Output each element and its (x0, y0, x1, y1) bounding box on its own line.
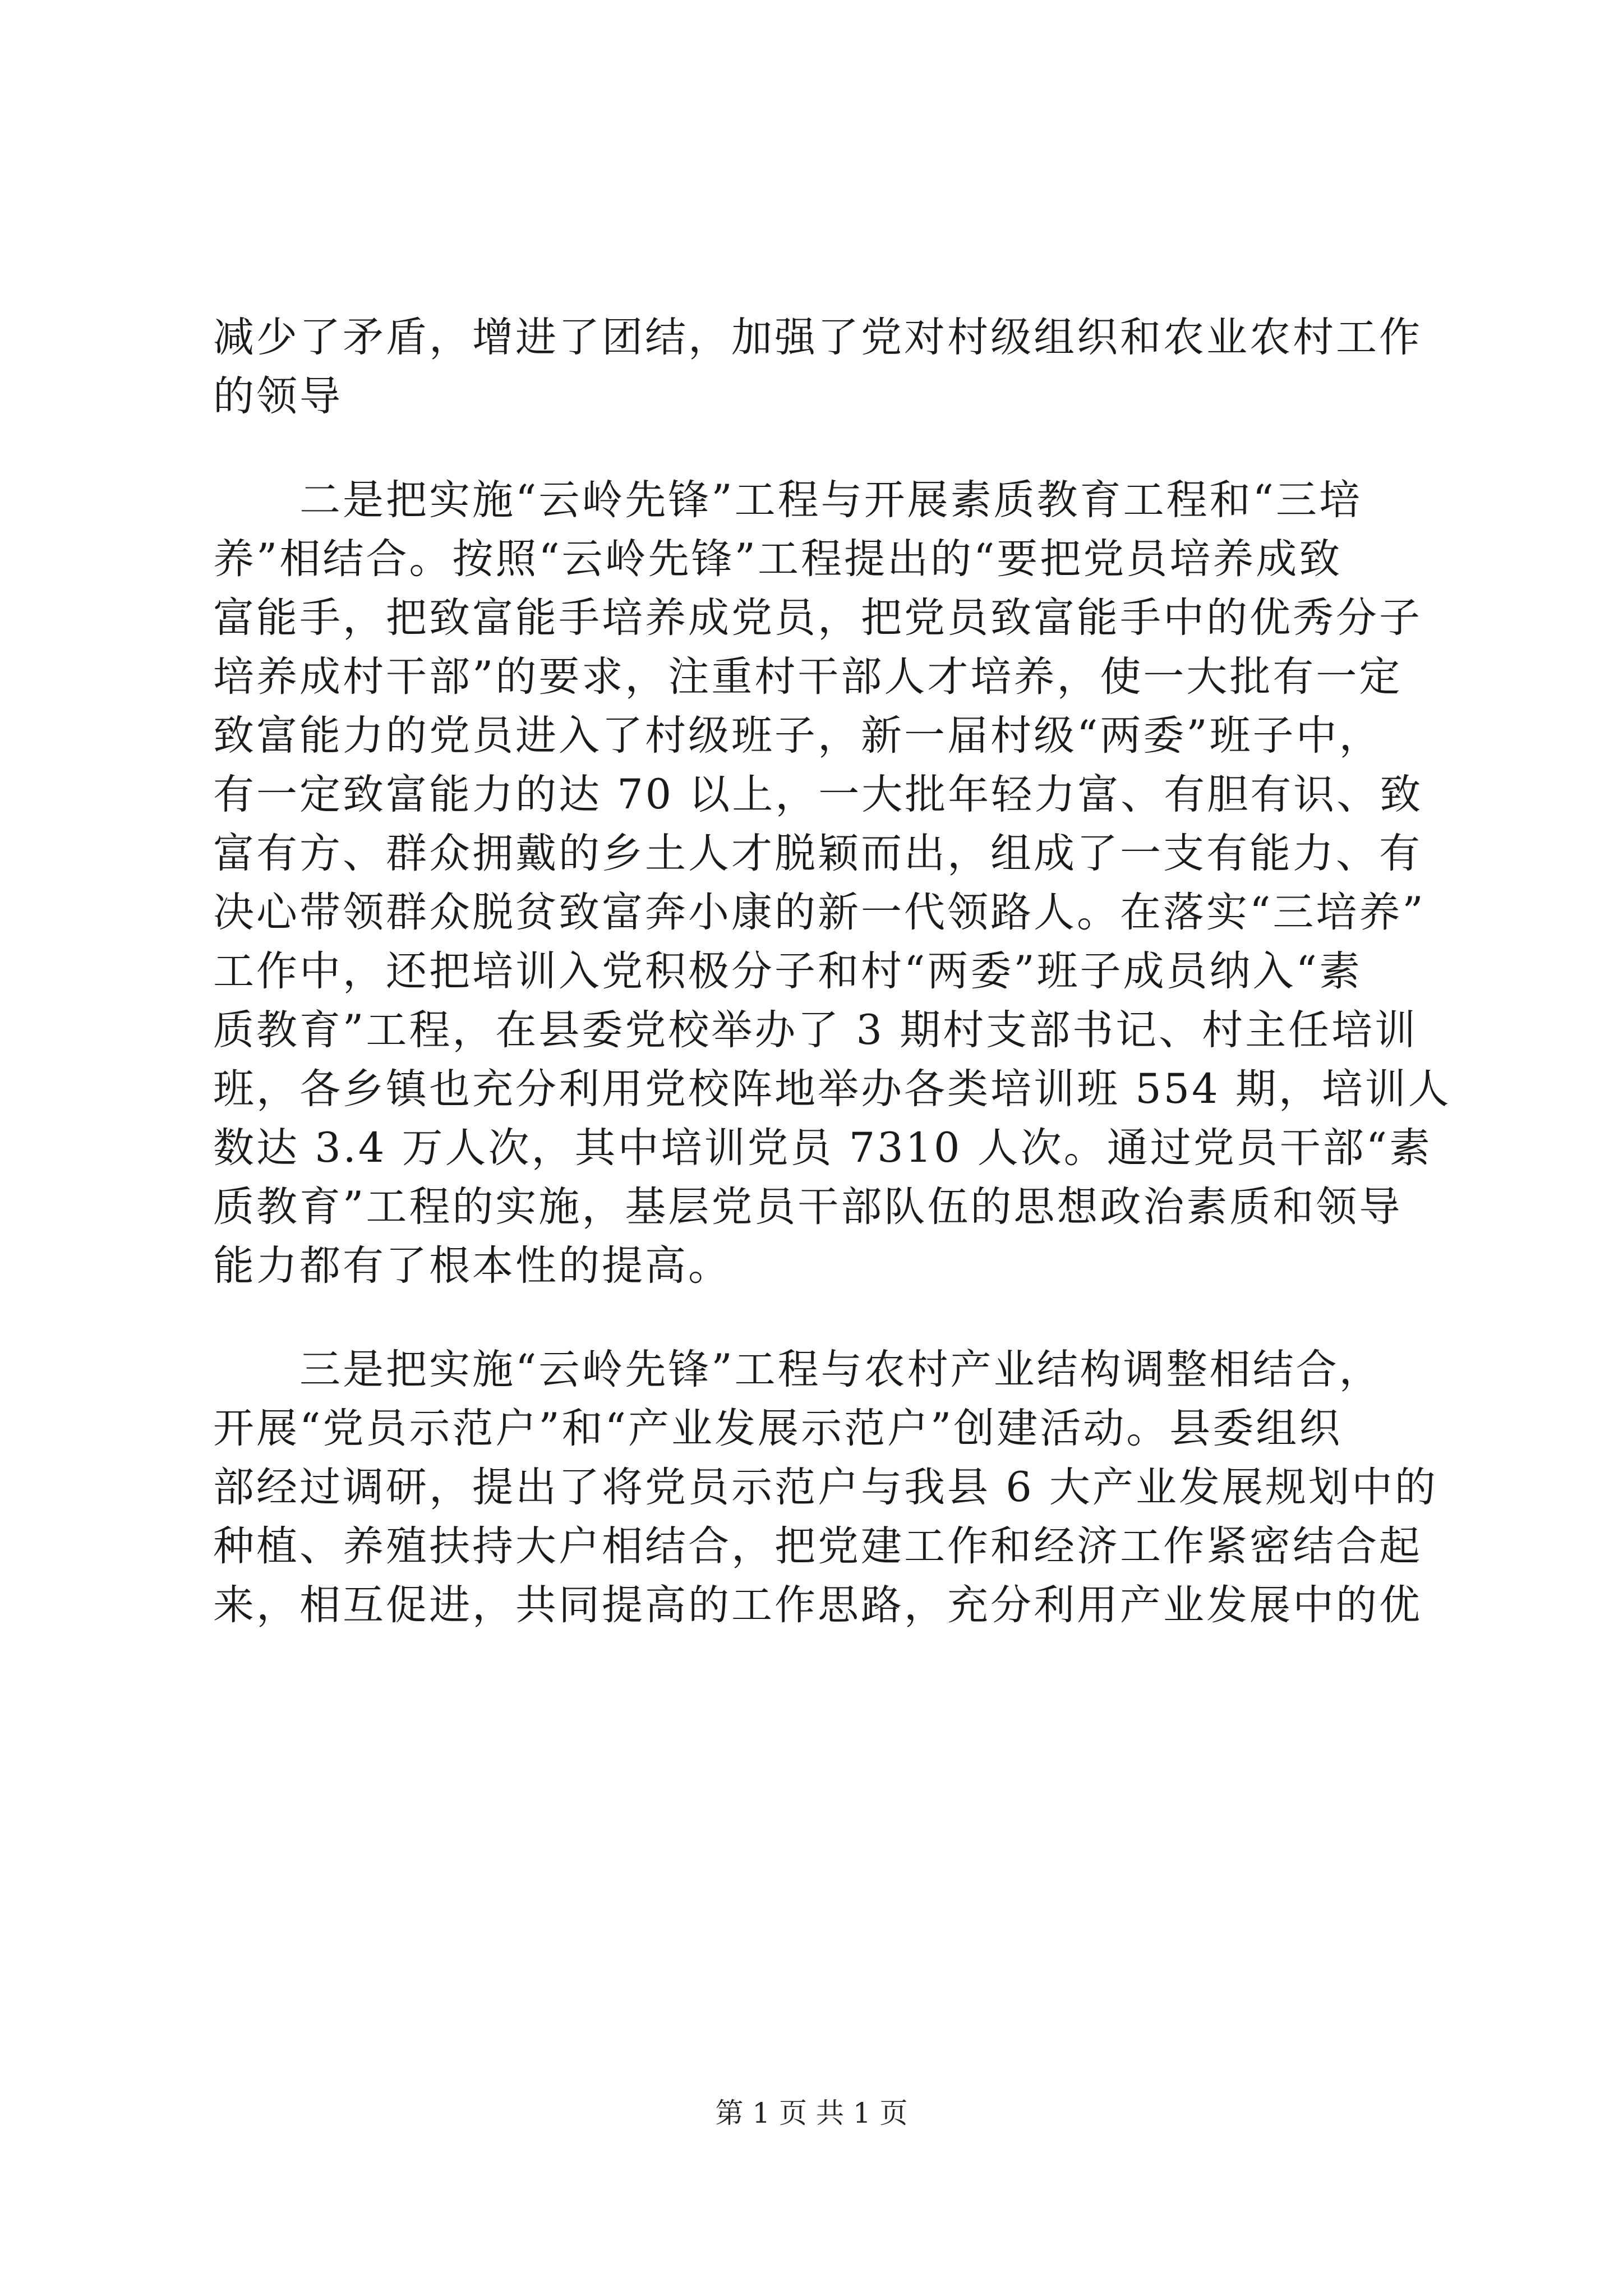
text-line: 有一定致富能力的达 70 以上，一大批年轻力富、有胆有识、致 (213, 771, 1423, 818)
text-line: 数达 3.4 万人次，其中培训党员 7310 人次。通过党员干部“素 (213, 1124, 1433, 1172)
text-line: 三是把实施“云岭先锋”工程与农村产业结构调整相结合， (213, 1346, 1382, 1393)
text-line: 班，各乡镇也充分利用党校阵地举办各类培训班 554 期，培训人 (213, 1065, 1451, 1113)
text-line: 致富能力的党员进入了村级班子，新一届村级“两委”班子中， (213, 712, 1382, 760)
text-line: 工作中，还把培训入党积极分子和村“两委”班子成员纳入“素 (213, 947, 1362, 995)
text-line: 质教育”工程，在县委党校举办了 3 期村支部书记、村主任培训 (213, 1006, 1418, 1054)
text-line: 减少了矛盾，增进了团结，加强了党对村级组织和农业农村工作 (213, 314, 1422, 361)
text-line: 能力都有了根本性的提高。 (213, 1242, 731, 1290)
text-line: 开展“党员示范户”和“产业发展示范户”创建活动。县委组织 (213, 1405, 1343, 1452)
page-number-footer: 第 1 页 共 1 页 (715, 2097, 908, 2129)
text-line: 富有方、群众拥戴的乡土人才脱颖而出，组成了一支有能力、有 (213, 830, 1422, 877)
text-line: 种植、养殖扶持大户相结合，把党建工作和经济工作紧密结合起 (213, 1522, 1422, 1570)
text-line: 富能手，把致富能手培养成党员，把党员致富能手中的优秀分子 (213, 594, 1422, 642)
text-line: 养”相结合。按照“云岭先锋”工程提出的“要把党员培养成致 (213, 535, 1343, 583)
text-line: 决心带领群众脱贫致富奔小康的新一代领路人。在落实“三培养” (213, 889, 1426, 936)
text-line: 培养成村干部”的要求，注重村干部人才培养，使一大批有一定 (213, 653, 1403, 701)
text-line: 质教育”工程的实施，基层党员干部队伍的思想政治素质和领导 (213, 1183, 1403, 1231)
text-line: 的领导 (213, 372, 343, 420)
text-line: 来，相互促进，共同提高的工作思路，充分利用产业发展中的优 (213, 1581, 1422, 1629)
text-line: 部经过调研，提出了将党员示范户与我县 6 大产业发展规划中的 (213, 1464, 1438, 1511)
text-line: 二是把实施“云岭先锋”工程与开展素质教育工程和“三培 (213, 476, 1362, 524)
